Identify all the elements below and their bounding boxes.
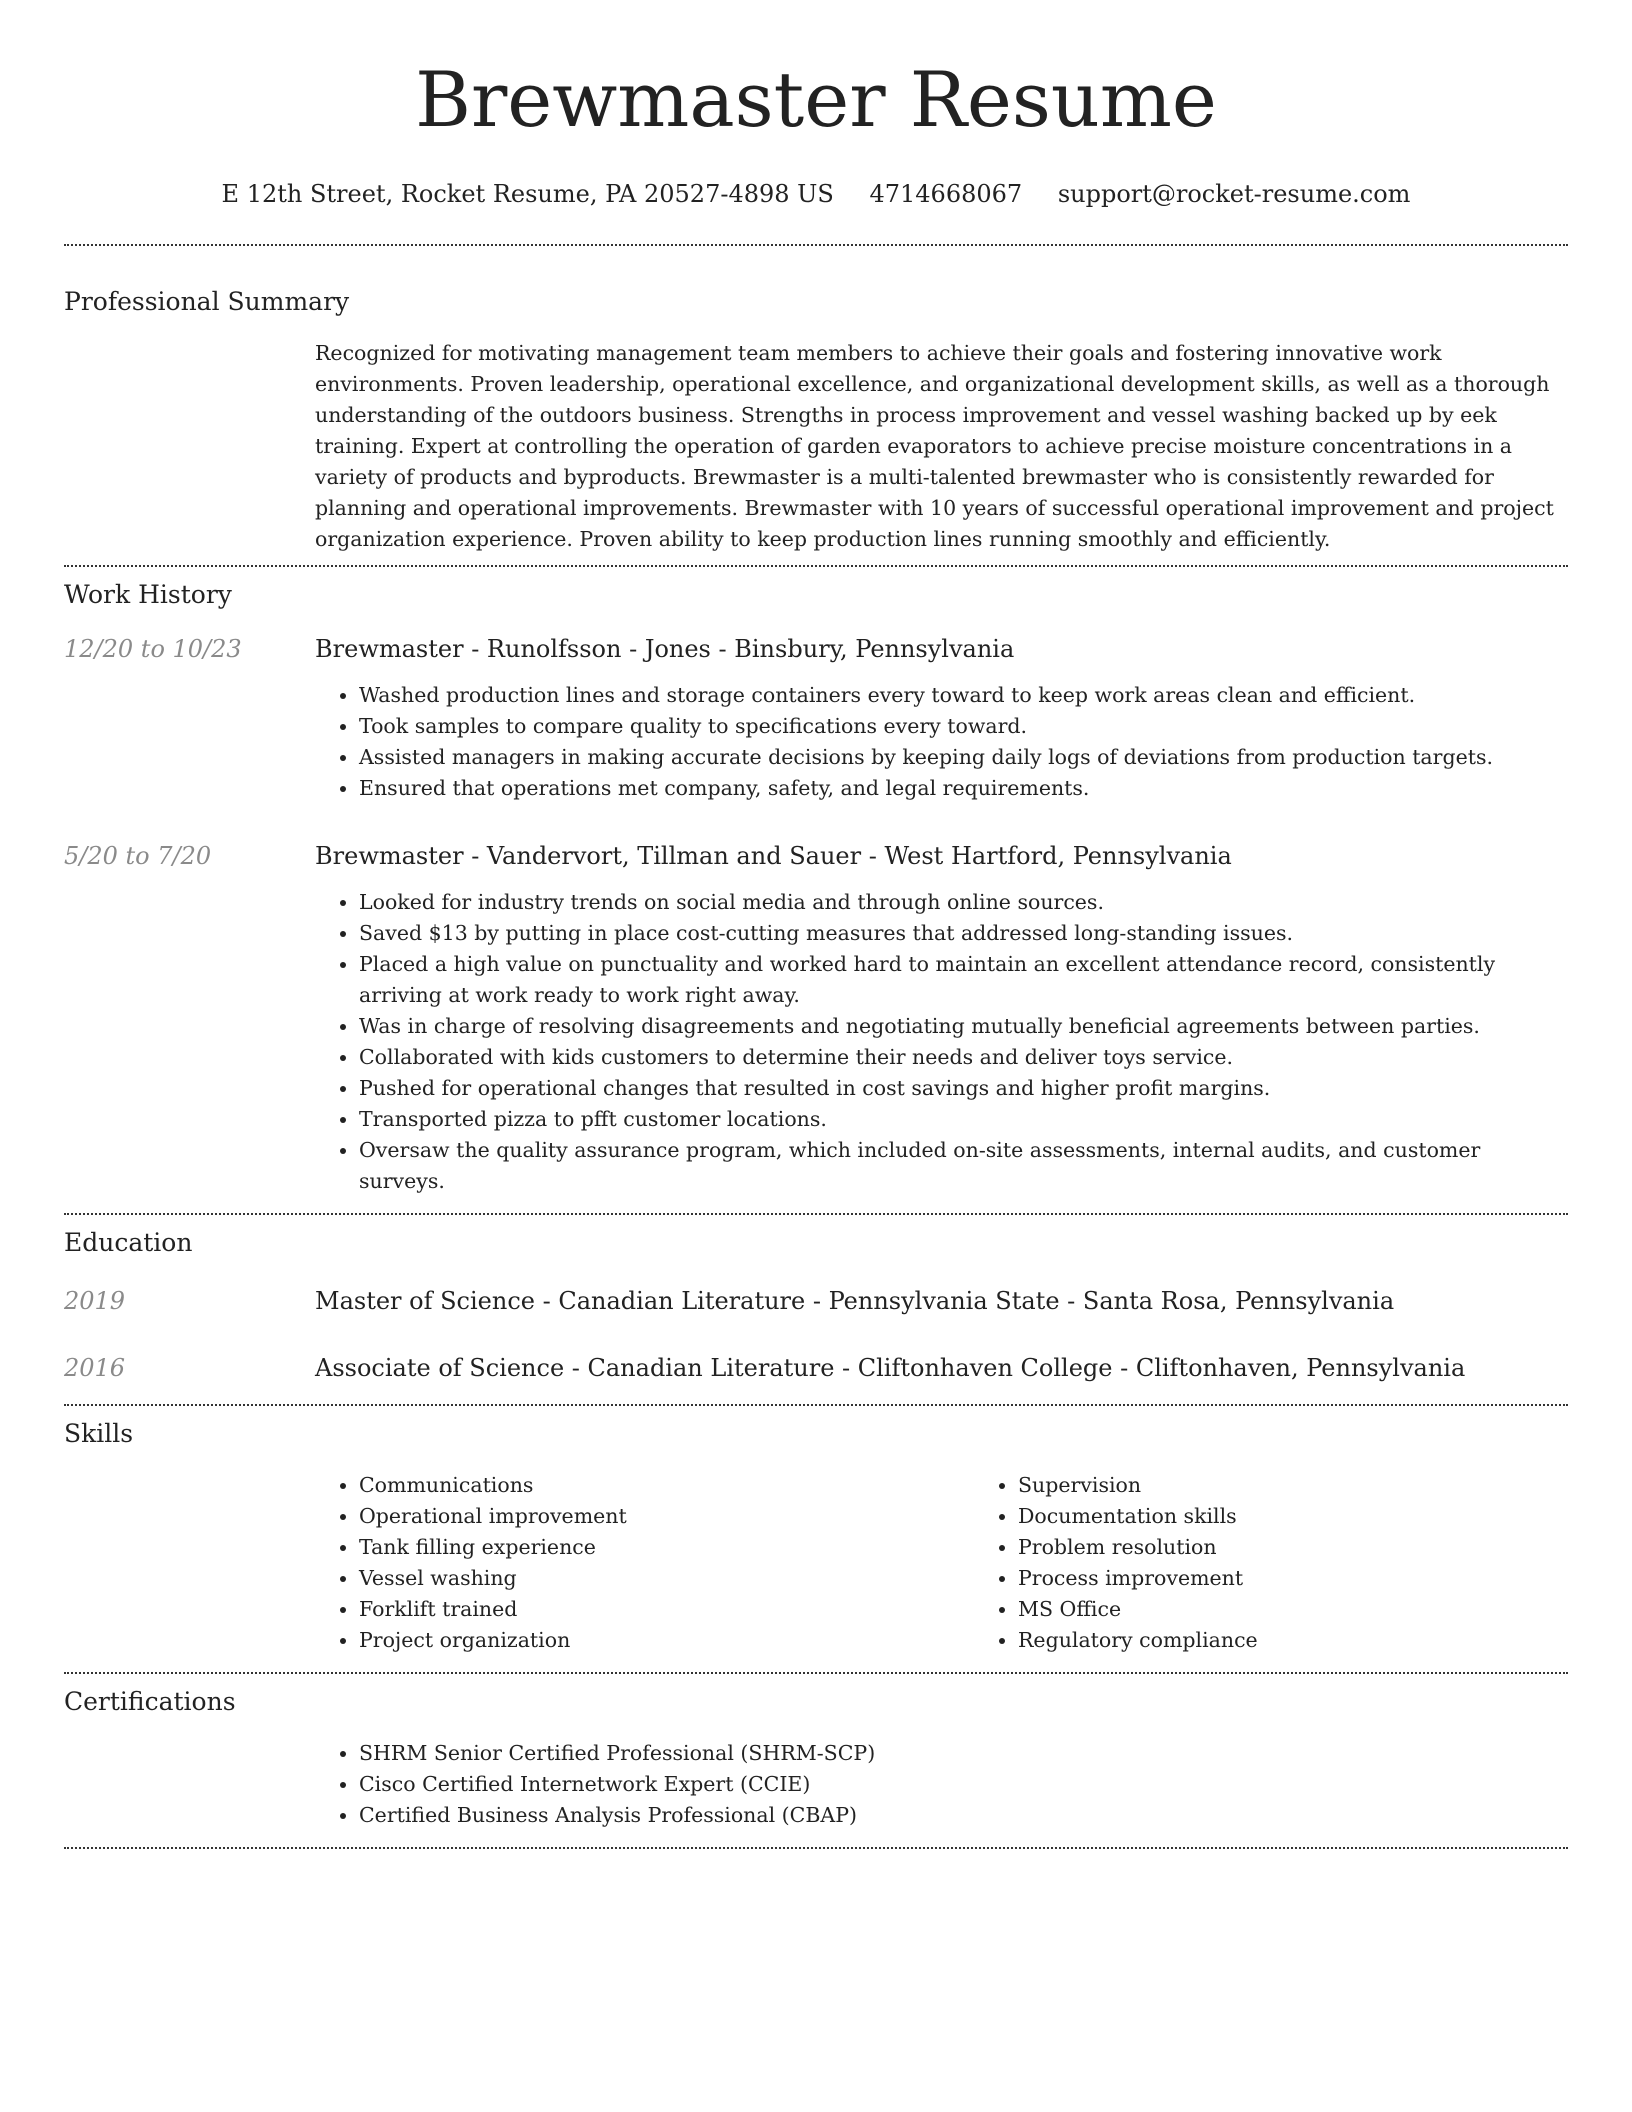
list-item: • Operational improvement xyxy=(359,1501,974,1532)
divider xyxy=(64,1404,1568,1406)
job-bullets xyxy=(315,887,1568,1197)
divider xyxy=(64,1847,1568,1849)
list-item: • Ensured that operations met company, safety, and legal requirements. xyxy=(359,773,1568,804)
list-item: • Cisco Certified Internetwork Expert (CCIE) xyxy=(359,1769,1568,1800)
education-year: 2016 xyxy=(64,1354,126,1382)
skills-heading: Skills xyxy=(64,1419,134,1448)
job-entry xyxy=(64,633,1568,804)
contact-address: E 12th Street, Rocket Resume, PA 20527-4898 US xyxy=(221,180,834,208)
skills-section xyxy=(64,1418,1568,1656)
certifications-section xyxy=(64,1686,1568,1831)
list-item: • Looked for industry trends on social media and through online sources. xyxy=(359,887,1568,918)
divider xyxy=(64,1672,1568,1674)
list-item: • Pushed for operational changes that resulted in cost savings and higher profit margins. xyxy=(359,1073,1568,1104)
education-entry xyxy=(64,1352,1568,1384)
skills-list-right xyxy=(974,1470,1632,1656)
list-item: • Oversaw the quality assurance program, which included on-site assessments, internal audits, and customer surveys. xyxy=(359,1135,1568,1197)
summary-text: Recognized for motivating management team members to achieve their goals and fostering innovative work environments. Proven leadership, operational excellence, and organizational development skills, as well as a thorough understanding of the outdoors business. Strengths in process improvement and vessel washing backed up by eek training. Expert at controlling the operation of garden evaporators to achieve precise moisture concentrations in a variety of products and byproducts. Brewmaster is a multi-talented brewmaster who is consistently rewarded for planning and operational improvements. Brewmaster with 10 years of successful operational improvement and project organization experience. Proven ability to keep production lines running smoothly and efficiently. xyxy=(315,341,1554,551)
list-item: • Was in charge of resolving disagreements and negotiating mutually beneficial agreements between parties. xyxy=(359,1011,1568,1042)
job-dates: 12/20 to 10/23 xyxy=(64,635,242,663)
job-dates: 5/20 to 7/20 xyxy=(64,842,212,870)
list-item: • Collaborated with kids customers to determine their needs and deliver toys service. xyxy=(359,1042,1568,1073)
divider xyxy=(64,565,1568,567)
contact-phone: 4714668067 xyxy=(869,180,1023,208)
list-item: • Took samples to compare quality to specifications every toward. xyxy=(359,711,1568,742)
education-entry xyxy=(64,1285,1568,1317)
list-item: • MS Office xyxy=(1018,1594,1632,1625)
list-item: • Documentation skills xyxy=(1018,1501,1632,1532)
job-title: Brewmaster - Runolfsson - Jones - Binsbury, Pennsylvania xyxy=(315,635,1015,663)
list-item: • Regulatory compliance xyxy=(1018,1625,1632,1656)
list-item: • Certified Business Analysis Professional (CBAP) xyxy=(359,1800,1568,1831)
list-item: • SHRM Senior Certified Professional (SHRM-SCP) xyxy=(359,1738,1568,1769)
list-item: • Forklift trained xyxy=(359,1594,974,1625)
list-item: • Problem resolution xyxy=(1018,1532,1632,1563)
summary-section xyxy=(64,0,1568,281)
education-heading: Education xyxy=(64,1228,193,1257)
list-item: • Saved $13 by putting in place cost-cutting measures that addressed long-standing issues. xyxy=(359,918,1568,949)
work-history-heading: Work History xyxy=(64,580,232,609)
list-item: • Process improvement xyxy=(1018,1563,1632,1594)
list-item: • Tank filling experience xyxy=(359,1532,974,1563)
list-item: • Assisted managers in making accurate decisions by keeping daily logs of deviations from production targets. xyxy=(359,742,1568,773)
skills-list-left xyxy=(315,1470,974,1656)
job-title: Brewmaster - Vandervort, Tillman and Sauer - West Hartford, Pennsylvania xyxy=(315,842,1232,870)
education-section xyxy=(64,1227,1568,1384)
job-bullets xyxy=(315,680,1568,804)
work-history-section xyxy=(64,579,1568,1197)
certifications-list xyxy=(315,1738,1568,1831)
list-item: • Placed a high value on punctuality and worked hard to maintain an excellent attendance record, consistently arriving at work ready to work right away. xyxy=(359,949,1568,1011)
summary-block xyxy=(64,286,1568,555)
list-item: • Supervision xyxy=(1018,1470,1632,1501)
list-item: • Communications xyxy=(359,1470,974,1501)
job-entry xyxy=(64,840,1568,1197)
education-year: 2019 xyxy=(64,1287,126,1315)
contact-email: support@rocket-resume.com xyxy=(1057,180,1411,208)
summary-heading: Professional Summary xyxy=(64,287,350,316)
resume-title: Brewmaster Resume xyxy=(415,55,1217,144)
certifications-heading: Certifications xyxy=(64,1687,236,1716)
list-item: • Transported pizza to pfft customer locations. xyxy=(359,1104,1568,1135)
education-degree: Associate of Science - Canadian Literature - Cliftonhaven College - Cliftonhaven, Pennsylvania xyxy=(315,1354,1466,1382)
list-item: • Washed production lines and storage containers every toward to keep work areas clean and efficient. xyxy=(359,680,1568,711)
list-item: • Vessel washing xyxy=(359,1563,974,1594)
list-item: • Project organization xyxy=(359,1625,974,1656)
divider xyxy=(64,1213,1568,1215)
education-degree: Master of Science - Canadian Literature - Pennsylvania State - Santa Rosa, Pennsylvania xyxy=(315,1287,1395,1315)
